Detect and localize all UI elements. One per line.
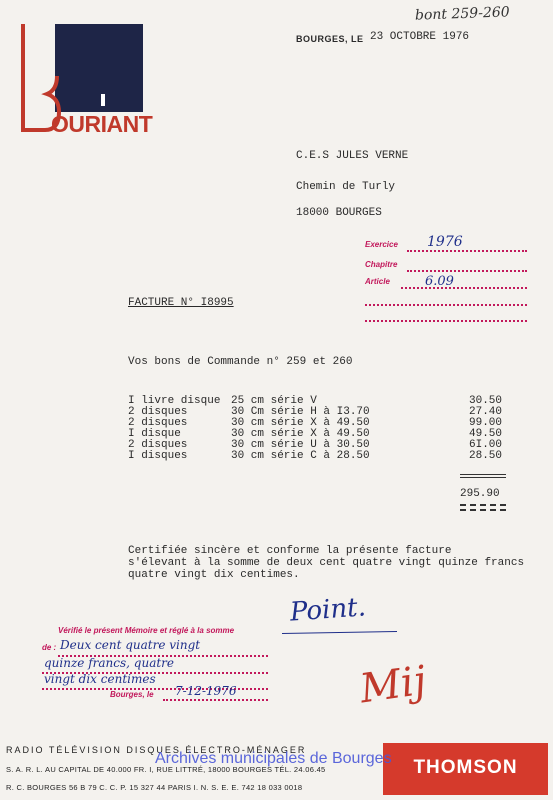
item-desc: 25 cm série V [231, 395, 317, 407]
invoice-date: 23 OCTOBRE 1976 [370, 31, 470, 43]
verification-place-label: Bourges, le [110, 690, 154, 699]
thomson-logo: THOMSON [413, 757, 518, 778]
certification-line-1: Certifiée sincère et conforme la présente facture [128, 545, 452, 557]
company-logo [15, 24, 153, 149]
item-desc: 30 cm série X à 49.50 [231, 417, 370, 429]
verification-de-label: de : [42, 643, 57, 652]
verification-stamp-heading: Vérifié le présent Mémoire et réglé à la somme [58, 626, 235, 635]
signature-red: Mij [357, 657, 430, 713]
recipient-name: C.E.S JULES VERNE [296, 150, 409, 162]
item-desc: 30 cm série C à 28.50 [231, 450, 370, 462]
item-qty: 2 disques [128, 439, 188, 451]
item-amount: 99.00 [469, 417, 503, 429]
order-references: Vos bons de Commande n° 259 et 260 [128, 356, 353, 368]
footer-company-info: S. A. R. L. AU CAPITAL DE 40.000 FR. I, RUE LITTRÉ, 18000 BOURGES TÉL. 24.06.45 [6, 765, 326, 774]
certification-line-2: s'élevant à la somme de deux cent quatre vingt quinze francs [128, 557, 525, 569]
item-qty: 2 disques [128, 417, 188, 429]
item-amount: 28.50 [469, 450, 503, 462]
certification-line-3: quatre vingt dix centimes. [128, 569, 300, 581]
item-amount: 27.40 [469, 406, 503, 418]
archive-watermark: Archives municipales de Bourges [155, 750, 392, 767]
thomson-brand-block [383, 743, 548, 795]
amount-in-words-1: Deux cent quatre vingt [60, 638, 201, 652]
item-amount: 30.50 [469, 395, 503, 407]
article-label: Article [365, 277, 390, 286]
footer-registration: R. C. BOURGES 56 B 79 C. C. P. 15 327 44 PARIS I. N. S. E. E. 742 18 033 0018 [6, 783, 303, 792]
item-qty: I livre disque [128, 395, 221, 407]
signature-blue: Point. [289, 592, 367, 628]
city-label: BOURGES, LE [296, 34, 364, 44]
chapitre-label: Chapitre [365, 260, 398, 269]
total-rule-top [460, 474, 506, 478]
item-desc: 30 Cm série H à I3.70 [231, 406, 370, 418]
verification-date: 7-12-1976 [175, 684, 237, 698]
invoice-number: FACTURE N° I8995 [128, 297, 234, 309]
item-amount: 49.50 [469, 428, 503, 440]
article-value: 6.09 [425, 274, 454, 289]
item-qty: 2 disques [128, 406, 188, 418]
item-qty: I disques [128, 450, 188, 462]
accounting-stamp [365, 234, 530, 328]
footer-activities: RADIO TÉLÉVISION DISQUES ÉLECTRO-MÉNAGER [6, 745, 307, 755]
item-amount: 6I.00 [469, 439, 503, 451]
exercice-value: 1976 [427, 234, 463, 250]
handwritten-reference: bont 259-260 [414, 4, 510, 24]
amount-in-words-3: vingt dix centimes [44, 672, 156, 686]
amount-in-words-2: quinze francs, quatre [44, 656, 175, 670]
item-desc: 30 cm série U à 30.50 [231, 439, 370, 451]
logo-wordmark: OURIANT [51, 111, 153, 137]
invoice-total: 295.90 [460, 488, 500, 500]
item-qty: I disque [128, 428, 181, 440]
total-rule-bottom [460, 504, 506, 511]
item-desc: 30 cm série X à 49.50 [231, 428, 370, 440]
exercice-label: Exercice [365, 240, 398, 249]
recipient-city: 18000 BOURGES [296, 207, 382, 219]
recipient-street: Chemin de Turly [296, 181, 396, 193]
